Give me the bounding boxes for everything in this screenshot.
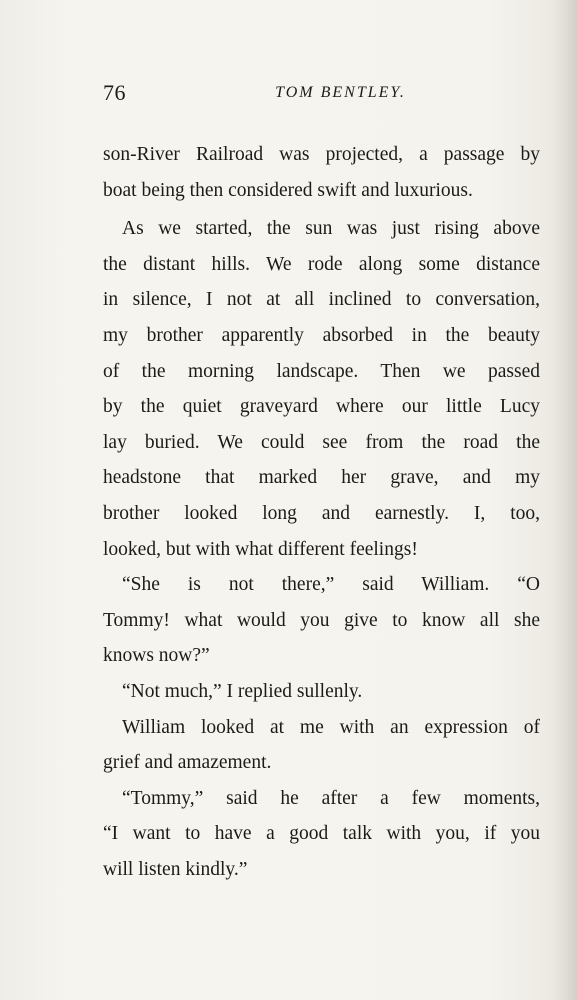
text-line: headstone that marked her grave, and my [103, 467, 540, 489]
text-line: son-River Railroad was projected, a passage by [103, 144, 540, 165]
text-line: by the quiet graveyard where our little Lucy [103, 396, 540, 418]
text-line: of the morning landscape. Then we passed [103, 360, 540, 382]
text-line: knows now?” [103, 645, 210, 667]
text-line: looked, but with what different feelings! [103, 538, 418, 560]
text-line: boat being then considered swift and luxurious. [103, 179, 473, 201]
page-edge-shadow [551, 0, 577, 1000]
text-line: “She is not there,” said William. “O [122, 574, 540, 596]
text-line: will listen kindly.” [103, 858, 248, 880]
text-line: “Tommy,” said he after a few moments, [122, 787, 540, 809]
text-line: brother looked long and earnestly. I, too, [103, 502, 540, 524]
text-line: my brother apparently absorbed in the beauty [103, 324, 540, 346]
text-line: in silence, I not at all inclined to conversation, [103, 289, 540, 311]
page-number: 76 [103, 80, 126, 105]
running-title: TOM BENTLEY. [275, 84, 406, 101]
text-line: grief and amazement. [103, 752, 272, 774]
text-line: William looked at me with an expression of [122, 716, 540, 738]
page-header [103, 80, 540, 110]
text-line: “I want to have a good talk with you, if you [103, 823, 540, 845]
text-line: “Not much,” I replied sullenly. [122, 680, 363, 702]
body-text [103, 137, 540, 887]
text-line: Tommy! what would you give to know all she [103, 609, 540, 631]
text-line: lay buried. We could see from the road the [103, 431, 540, 453]
text-line: the distant hills. We rode along some distance [103, 253, 540, 275]
text-line: As we started, the sun was just rising above [122, 218, 540, 240]
